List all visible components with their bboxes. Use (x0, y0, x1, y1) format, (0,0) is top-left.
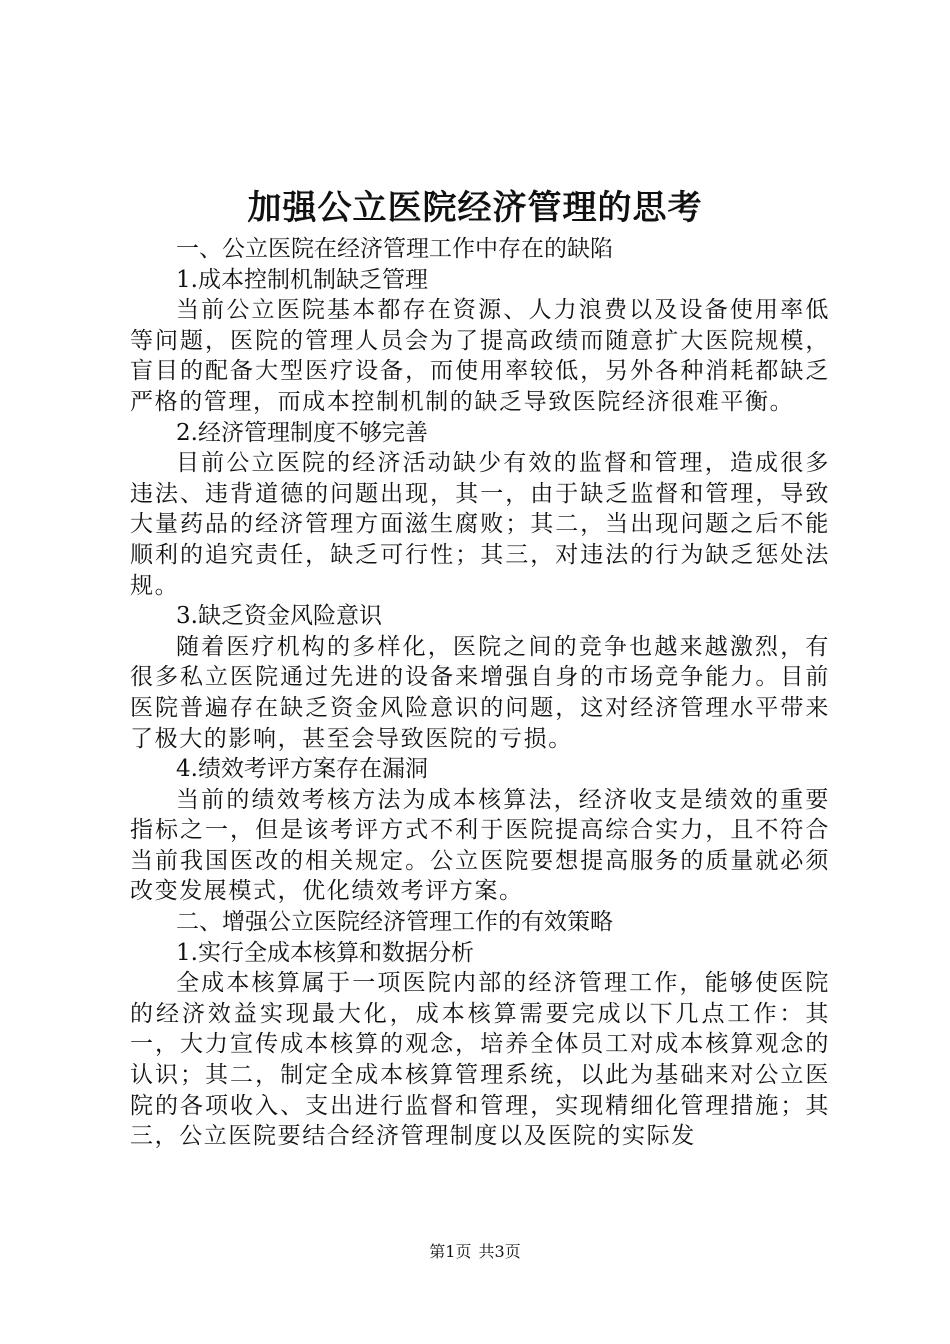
page-total: 共3页 (478, 1242, 521, 1261)
paragraph: 当前的绩效考核方法为成本核算法，经济收支是绩效的重要指标之一，但是该考评方式不利于医院提高综合实力，且不符合当前我国医改的相关规定。公立医院要想提高服务的质量就必须改变发展模式，优化绩效考评方案。 (130, 786, 830, 905)
document-title: 加强公立医院经济管理的思考 (247, 188, 703, 228)
document-body (130, 234, 830, 1152)
section-heading: 二、增强公立医院经济管理工作的有效策略 (176, 909, 613, 936)
subsection-heading: 4.绩效考评方案存在漏洞 (176, 756, 428, 783)
paragraph: 当前公立医院基本都存在资源、人力浪费以及设备使用率低等问题，医院的管理人员会为了提高政绩而随意扩大医院规模，盲目的配备大型医疗设备，而使用率较低，另外各种消耗都缺乏严格的管理，而成本控制机制的缺乏导致医院经济很难平衡。 (130, 297, 830, 415)
paragraph: 全成本核算属于一项医院内部的经济管理工作，能够使医院的经济效益实现最大化，成本核算需要完成以下几点工作：其一，大力宣传成本核算的观念，培养全体员工对成本核算观念的认识；其二，制定全成本核算管理系统，以此为基础来对公立医院的各项收入、支出进行监督和管理，实现精细化管理措施；其三，公立医院要结合经济管理制度以及医院的实际发 (130, 970, 830, 1150)
paragraph: 目前公立医院的经济活动缺少有效的监督和管理，造成很多违法、违背道德的问题出现，其一，由于缺乏监督和管理，导致大量药品的经济管理方面滋生腐败；其二，当出现问题之后不能顺利的追究责任，缺乏可行性；其三，对违法的行为缺乏惩处法规。 (130, 450, 830, 599)
subsection-heading: 1.成本控制机制缺乏管理 (176, 266, 428, 293)
subsection-heading: 1.实行全成本核算和数据分析 (176, 939, 474, 966)
subsection-heading: 2.经济管理制度不够完善 (176, 419, 428, 446)
page-number: 第1页 (429, 1242, 472, 1261)
subsection-heading: 3.缺乏资金风险意识 (176, 603, 382, 630)
section-heading: 一、公立医院在经济管理工作中存在的缺陷 (176, 236, 613, 262)
page-footer (0, 1242, 950, 1262)
paragraph: 随着医疗机构的多样化，医院之间的竞争也越来越激烈，有很多私立医院通过先进的设备来增强自身的市场竞争能力。目前医院普遍存在缺乏资金风险意识的问题，这对经济管理水平带来了极大的影响，甚至会导致医院的亏损。 (130, 633, 830, 752)
